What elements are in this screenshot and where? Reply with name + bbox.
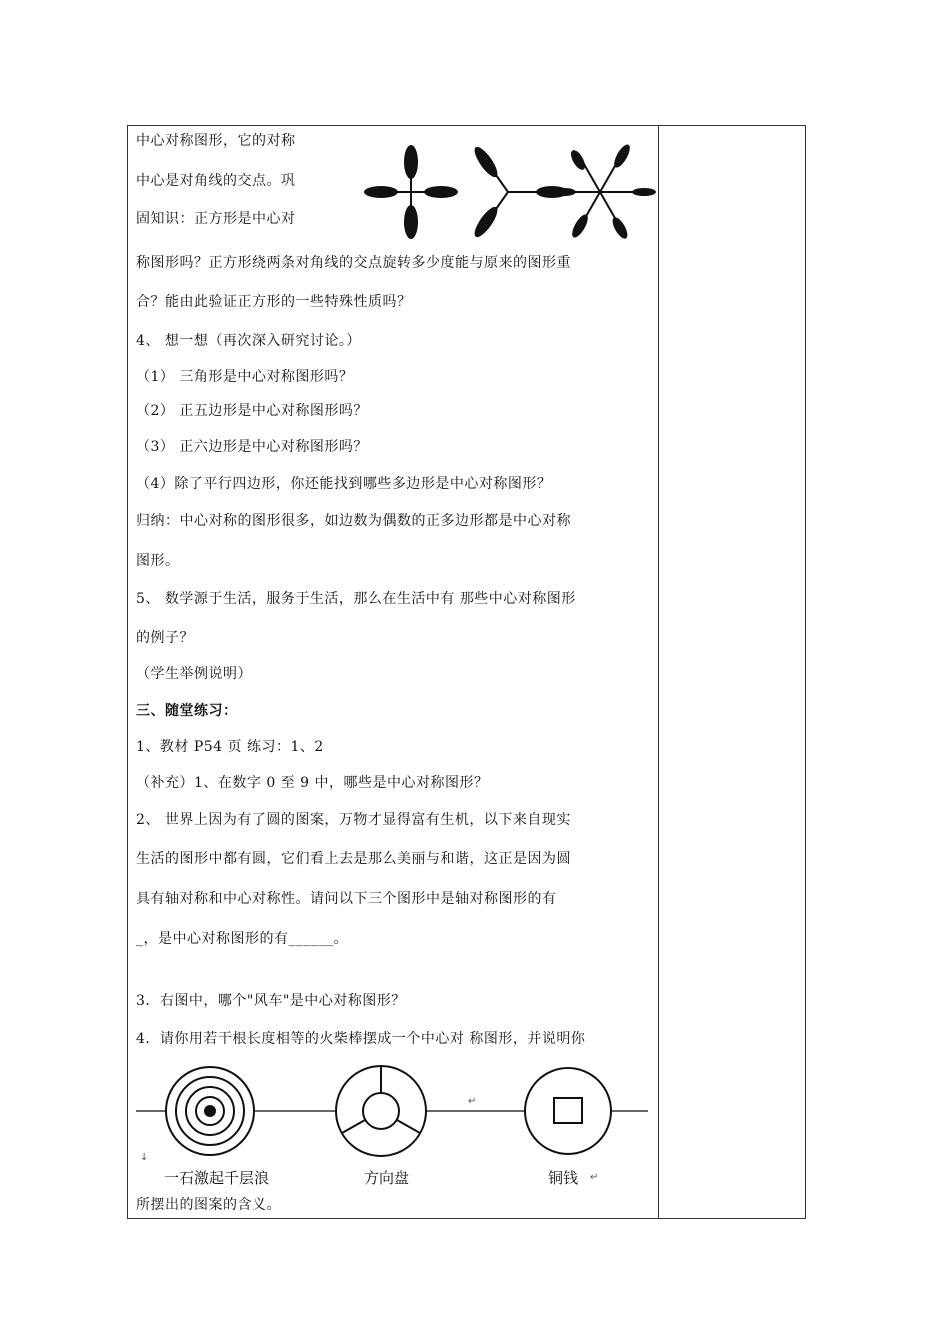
text-line-23: 3．右图中，哪个"风车"是中心对称图形？ <box>136 993 406 1009</box>
text-line-8: （2） 正五边形是中心对称图形吗？ <box>136 403 368 419</box>
text-line-17: 1、教材 P54 页 练习：1、2 <box>136 739 324 755</box>
text-line-5: 合？能由此验证正方形的一些特殊性质吗？ <box>136 294 412 310</box>
text-line-21: 具有轴对称和中心对称性。请问以下三个图形中是轴对称图形的有 <box>136 891 557 907</box>
text-line-12: 图形。 <box>136 553 180 569</box>
pinwheel-six-leaf <box>552 142 656 241</box>
text-line-13: 5、 数学源于生活，服务于生活，那么在生活中有 那些中心对称图形 <box>136 591 576 607</box>
text-line-11: 归纳：中心对称的图形很多，如边数为偶数的正多边形都是中心对称 <box>136 513 571 529</box>
text-line-18: （补充）1、在数字 0 至 9 中，哪些是中心对称图形？ <box>136 775 489 791</box>
text-line-15: （学生举例说明） <box>136 666 252 682</box>
return-mark-icon: ↵ <box>468 1096 477 1107</box>
pinwheel-figures <box>360 142 656 242</box>
concentric-rings-figure <box>166 1067 254 1155</box>
text-line-6: 4、 想一想（再次深入研究讨论。） <box>136 333 361 349</box>
text-line-4: 称图形吗？正方形绕两条对角线的交点旋转多少度能与原来的图形重 <box>136 255 571 271</box>
text-line-7: （1） 三角形是中心对称图形吗？ <box>136 369 354 385</box>
text-line-19: 2、 世界上因为有了圆的图案，万物才显得富有生机，以下来自现实 <box>136 812 571 828</box>
text-line-22: _，是中心对称图形的有______。 <box>136 931 348 947</box>
coin-figure <box>525 1068 611 1154</box>
steering-wheel-figure <box>336 1066 426 1156</box>
section-heading: 三、随堂练习： <box>136 703 238 719</box>
pinwheel-four-leaf <box>364 145 458 239</box>
column-divider <box>658 126 659 1218</box>
caption-coin: 铜钱 <box>548 1169 579 1187</box>
caption-steering-wheel: 方向盘 <box>364 1169 410 1187</box>
text-line-2: 中心是对角线的交点。巩 <box>136 173 296 189</box>
text-line-10: （4）除了平行四边形，你还能找到哪些多边形是中心对称图形？ <box>136 476 552 492</box>
lesson-table <box>127 125 806 1219</box>
text-line-25: 所摆出的图案的含义。 <box>136 1197 281 1213</box>
caption-concentric-rings: 一石激起千层浪 <box>164 1169 270 1187</box>
circle-figures <box>136 1061 648 1161</box>
text-line-14: 的例子？ <box>136 630 194 646</box>
text-line-20: 生活的图形中都有圆，它们看上去是那么美丽与和谐，这正是因为圆 <box>136 851 571 867</box>
text-line-9: （3） 正六边形是中心对称图形吗？ <box>136 439 368 455</box>
return-mark-icon-2: ↵ <box>590 1172 599 1183</box>
text-line-1: 中心对称图形，它的对称 <box>136 133 296 149</box>
text-line-3: 固知识：正方形是中心对 <box>136 211 296 227</box>
down-arrow-icon: ↓ <box>140 1152 149 1163</box>
text-line-24: 4．请你用若干根长度相等的火柴棒摆成一个中心对 称图形，并说明你 <box>136 1031 586 1047</box>
